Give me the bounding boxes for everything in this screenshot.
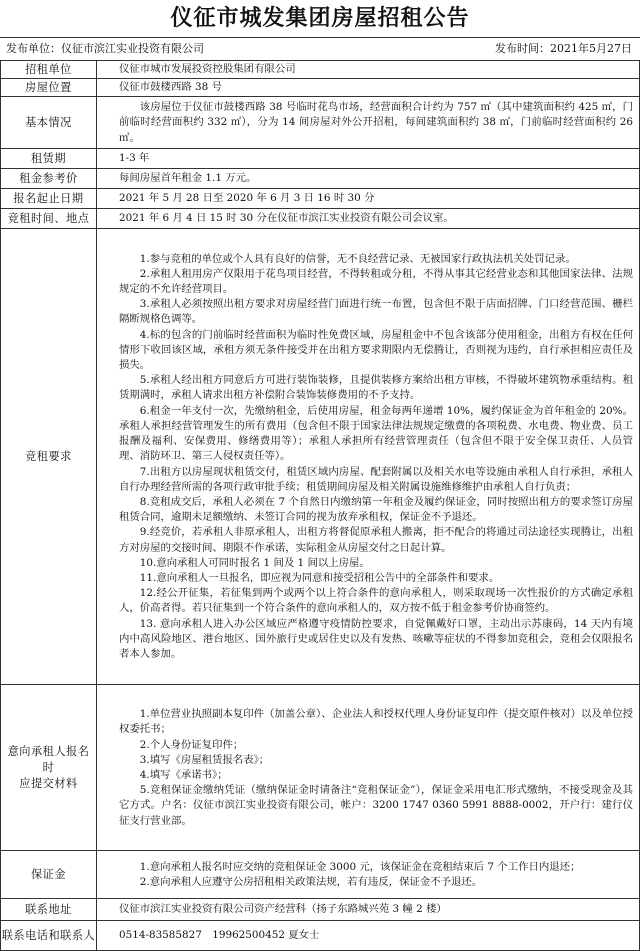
label-bid-time: 竞租时间、地点 bbox=[1, 209, 97, 229]
material-item: 1.单位营业执照副本复印件（加盖公章）、企业法人和授权代理人身份证复印件（提交原件核对）以及单位授权委托书； bbox=[119, 708, 633, 736]
value-signup: 2021 年 5 月 28 日至 2020 年 6 月 3 日 16 时 30 分 bbox=[97, 189, 640, 209]
deposit-item: 1.意向承租人报名时应交纳的竞租保证金 3000 元，该保证金在竞租结束后 7 个工作日内退还； bbox=[139, 860, 581, 873]
page-title: 仪征市城发集团房屋招租公告 bbox=[170, 5, 470, 31]
requirement-item: 4.标的包含的门前临时经营面积为临时性免费区域，房屋租金中不包含该部分使用租金，出租方有权在任何情形下收回该区域，承租方须无条件接受并在出租方要求期限内无偿腾让，否则视为违约，自行承担相应责任及损失。 bbox=[119, 328, 633, 372]
row-materials bbox=[1, 685, 640, 851]
requirement-item: 3.承租人必须按照出租方要求对房屋经营门面进行统一布置，包含但不限于店面招牌、门口经营范围、栅栏隔断规格色调等。 bbox=[119, 298, 633, 326]
value-term: 1-3 年 bbox=[97, 149, 640, 169]
row-contact-phone bbox=[1, 921, 640, 951]
row-rent bbox=[1, 169, 640, 189]
requirement-item: 9.经竞价，若承租人非原承租人，出租方将督促原承租人搬离，拒不配合的将通过司法途径实现腾让，出租方对房屋的交接时间、期限不作承诺，实际租金从房屋交付之日起计算。 bbox=[119, 526, 633, 554]
row-deposit bbox=[1, 851, 640, 899]
label-basic: 基本情况 bbox=[1, 97, 97, 149]
requirement-item: 8.竞租成交后，承租人必须在 7 个自然日内缴纳第一年租金及履约保证金，同时按照出租方的要求签订房屋租赁合同，逾期未足额缴纳、未签订合同的视为放弃承租权，保证金不予退还。 bbox=[119, 495, 633, 524]
notice-table bbox=[0, 60, 640, 951]
row-bid-time bbox=[1, 209, 640, 229]
requirement-item: 13. 意向承租人进入办公区域应严格遵守疫情防控要求，自觉佩戴好口罩，主动出示苏康码，14 天内有境内中高风险地区、港台地区、国外旅行史或居住史以及有发热、咳嗽等症状的不得参加竞租会，竞租会仅限报名者本人参加。 bbox=[119, 617, 633, 660]
requirement-item: 1.参与竞租的单位或个人具有良好的信誉，无不良经营记录、无被国家行政执法机关处罚记录。 bbox=[139, 252, 576, 265]
label-materials bbox=[1, 685, 97, 851]
row-term bbox=[1, 149, 640, 169]
requirement-item: 10.意向承租人可同时报名 1 间及 1 间以上房屋。 bbox=[139, 556, 370, 569]
material-item: 5.竞租保证金缴纳凭证（缴纳保证金时请备注“竞租保证金”），保证金采用电汇形式缴纳，不接受现金及其它方式。户名：仪征市滨江实业投资有限公司，帐户：3200 1747 0360 5991 8888-0002，开户行：建行仪征支行营业部。 bbox=[119, 784, 633, 827]
label-signup: 报名起止日期 bbox=[1, 189, 97, 209]
value-basic bbox=[97, 97, 640, 149]
value-location: 仪征市鼓楼西路 38 号 bbox=[97, 79, 640, 97]
label-materials-line3: 应提交材料 bbox=[19, 776, 78, 790]
material-item: 3.填写《房屋租赁报名表》； bbox=[139, 753, 270, 766]
publish-meta bbox=[0, 37, 640, 59]
requirement-item: 6.租金一年支付一次，先缴纳租金，后使用房屋，租金每两年递增 10%，履约保证金为首年租金的 20%。承租人承担经营管理发生的所有费用（包含但不限于国家法律法规规定缴费的各项税费、水电费、物业费、员工报酬及福利、安保费用、修缮费用等）；承租人承担所有经营管理责任（包含但不限于安全保卫责任、人员管理、消防环卫、第三人侵权责任等）。 bbox=[119, 404, 633, 463]
label-deposit: 保证金 bbox=[1, 851, 97, 899]
value-deposit bbox=[97, 851, 640, 899]
value-contact-addr: 仪征市滨江实业投资有限公司资产经营科（扬子东路城兴苑 3 幢 2 楼） bbox=[97, 899, 640, 921]
deposit-item: 2.意向承租人应遵守公房招租相关政策法规，若有违反，保证金不予退还。 bbox=[139, 875, 483, 888]
label-materials-line1: 意向承租人报名 bbox=[7, 744, 90, 758]
row-unit bbox=[1, 61, 640, 79]
value-materials bbox=[97, 685, 640, 851]
requirement-item: 11.意向承租人一旦报名，即应视为同意和接受招租公告中的全部条件和要求。 bbox=[139, 571, 500, 584]
value-contact-phone: 0514-83585827 19962500452 夏女士 bbox=[97, 921, 640, 951]
label-location: 房屋位置 bbox=[1, 79, 97, 97]
row-contact-addr bbox=[1, 899, 640, 921]
label-requirements: 竞租要求 bbox=[1, 229, 97, 685]
publish-time: 发布时间：2021年5月27日 bbox=[495, 42, 632, 55]
row-basic bbox=[1, 97, 640, 149]
value-bid-time: 2021 年 6 月 4 日 15 时 30 分在仪征市滨江实业投资有限公司会议室。 bbox=[97, 209, 640, 229]
label-contact-phone: 联系电话和联系人 bbox=[1, 921, 97, 951]
value-requirements bbox=[97, 229, 640, 685]
basic-text: 该房屋位于仪征市鼓楼西路 38 号临时花鸟市场，经营面积合计约为 757 ㎡（其中建筑面积约 425 ㎡，门前临时经营面积约 332 ㎡），分为 14 间房屋对外公开招租，每间建筑面积约 38 ㎡，门前临时经营面积约 26 ㎡。 bbox=[119, 101, 633, 144]
material-item: 2.个人身份证复印件； bbox=[139, 738, 244, 751]
material-item: 4.填写《承诺书》； bbox=[139, 768, 228, 781]
row-requirements bbox=[1, 229, 640, 685]
publisher: 发布单位：仪征市滨江实业投资有限公司 bbox=[6, 42, 204, 55]
requirement-item: 7.出租方以房屋现状租赁交付，租赁区域内房屋、配套附属以及相关水电等设施由承租人自行承担，承租人自行办理经营所需的各项行政审批手续；租赁期间房屋及相关附属设施维修维护由承租人自行负责； bbox=[119, 465, 633, 493]
value-rent: 每间房屋首年租金 1.1 万元。 bbox=[97, 169, 640, 189]
label-contact-addr: 联系地址 bbox=[1, 899, 97, 921]
label-unit: 招租单位 bbox=[1, 61, 97, 79]
requirement-item: 5.承租人经出租方同意后方可进行装饰装修，且提供装修方案给出租方审核，不得破坏建筑物承重结构。租赁期满时，承租人请求出租方补偿附合装饰装修费用的不予支持。 bbox=[119, 374, 633, 402]
label-rent: 租金参考价 bbox=[1, 169, 97, 189]
requirement-item: 12.经公开征集，若征集到两个或两个以上符合条件的意向承租人，则采取现场一次性报价的方式确定承租人，价高者得。若只征集到一个符合条件的意向承租人的，双方按不低于租金参考价协商签约。 bbox=[119, 587, 633, 615]
row-signup bbox=[1, 189, 640, 209]
label-term: 租赁期 bbox=[1, 149, 97, 169]
requirement-item: 2.承租人租用房产仅限用于花鸟项目经营，不得转租或分租，不得从事其它经营业态和其他国家法律、法规规定的不允许经营项目。 bbox=[119, 267, 633, 296]
value-unit: 仪征市城市发展投资控股集团有限公司 bbox=[97, 61, 640, 79]
row-location bbox=[1, 79, 640, 97]
label-materials-line2: 时 bbox=[42, 760, 55, 774]
